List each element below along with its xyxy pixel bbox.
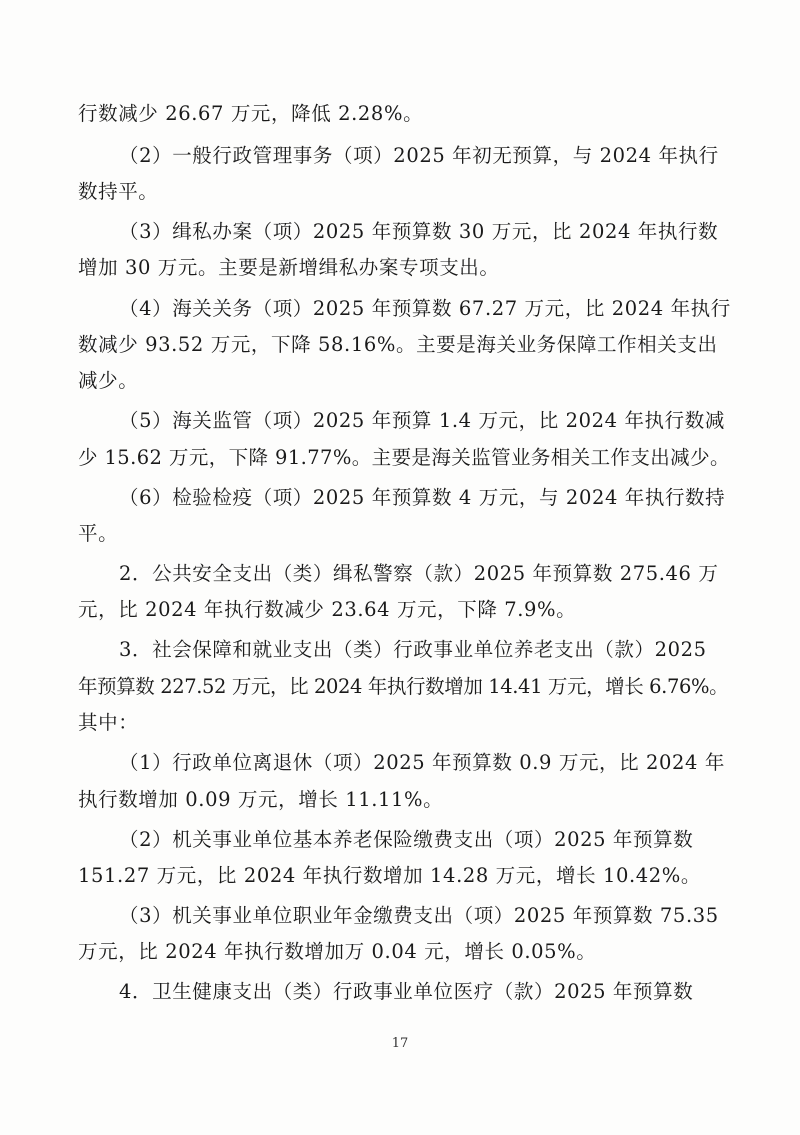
text-line: 年预算数 227.52 万元，比 2024 年执行数增加 14.41 万元，增长 6.76%。 [78, 675, 729, 698]
text-line: 151.27 万元，比 2024 年执行数增加 14.28 万元，增长 10.42%。 [78, 864, 702, 887]
text-line: 元，比 2024 年执行数减少 23.64 万元，下降 7.9%。 [78, 598, 577, 621]
text-line: （3）机关事业单位职业年金缴费支出（项）2025 年预算数 75.35 [119, 904, 719, 927]
text-line: 减少。 [78, 369, 139, 392]
text-line: （2）机关事业单位基本养老保险缴费支出（项）2025 年预算数 [119, 828, 694, 851]
text-line: （2）一般行政管理事务（项）2025 年初无预算，与 2024 年执行 [119, 144, 719, 167]
text-line: （6）检验检疫（项）2025 年预算数 4 万元，与 2024 年执行数持 [119, 486, 726, 509]
text-line: 平。 [78, 522, 119, 545]
text-line: 增加 30 万元。主要是新增缉私办案专项支出。 [78, 256, 500, 279]
page-number: 17 [391, 1036, 409, 1051]
text-line: 执行数增加 0.09 万元，增长 11.11%。 [78, 788, 444, 811]
text-line: 2．公共安全支出（类）缉私警察（款）2025 年预算数 275.46 万 [119, 562, 719, 585]
text-line: 行数减少 26.67 万元，降低 2.28%。 [78, 102, 424, 125]
text-line: 4．卫生健康支出（类）行政事业单位医疗（款）2025 年预算数 [119, 980, 694, 1003]
text-line: （4）海关关务（项）2025 年预算数 67.27 万元，比 2024 年执行 [119, 297, 731, 320]
text-line: （1）行政单位离退休（项）2025 年预算数 0.9 万元，比 2024 年 [119, 751, 725, 774]
text-line: 数持平。 [78, 180, 159, 203]
text-line: 其中： [78, 711, 139, 734]
text-line: 少 15.62 万元，下降 91.77%。主要是海关监管业务相关工作支出减少。 [78, 446, 730, 469]
text-line: （5）海关监管（项）2025 年预算 1.4 万元，比 2024 年执行数减 [119, 409, 725, 432]
text-line: 3．社会保障和就业支出（类）行政事业单位养老支出（款）2025 [119, 638, 707, 661]
text-line: 万元，比 2024 年执行数增加万 0.04 元，增长 0.05%。 [78, 940, 597, 963]
text-line: （3）缉私办案（项）2025 年预算数 30 万元，比 2024 年执行数 [119, 220, 719, 243]
text-line: 数减少 93.52 万元，下降 58.16%。主要是海关业务保障工作相关支出 [78, 333, 718, 356]
